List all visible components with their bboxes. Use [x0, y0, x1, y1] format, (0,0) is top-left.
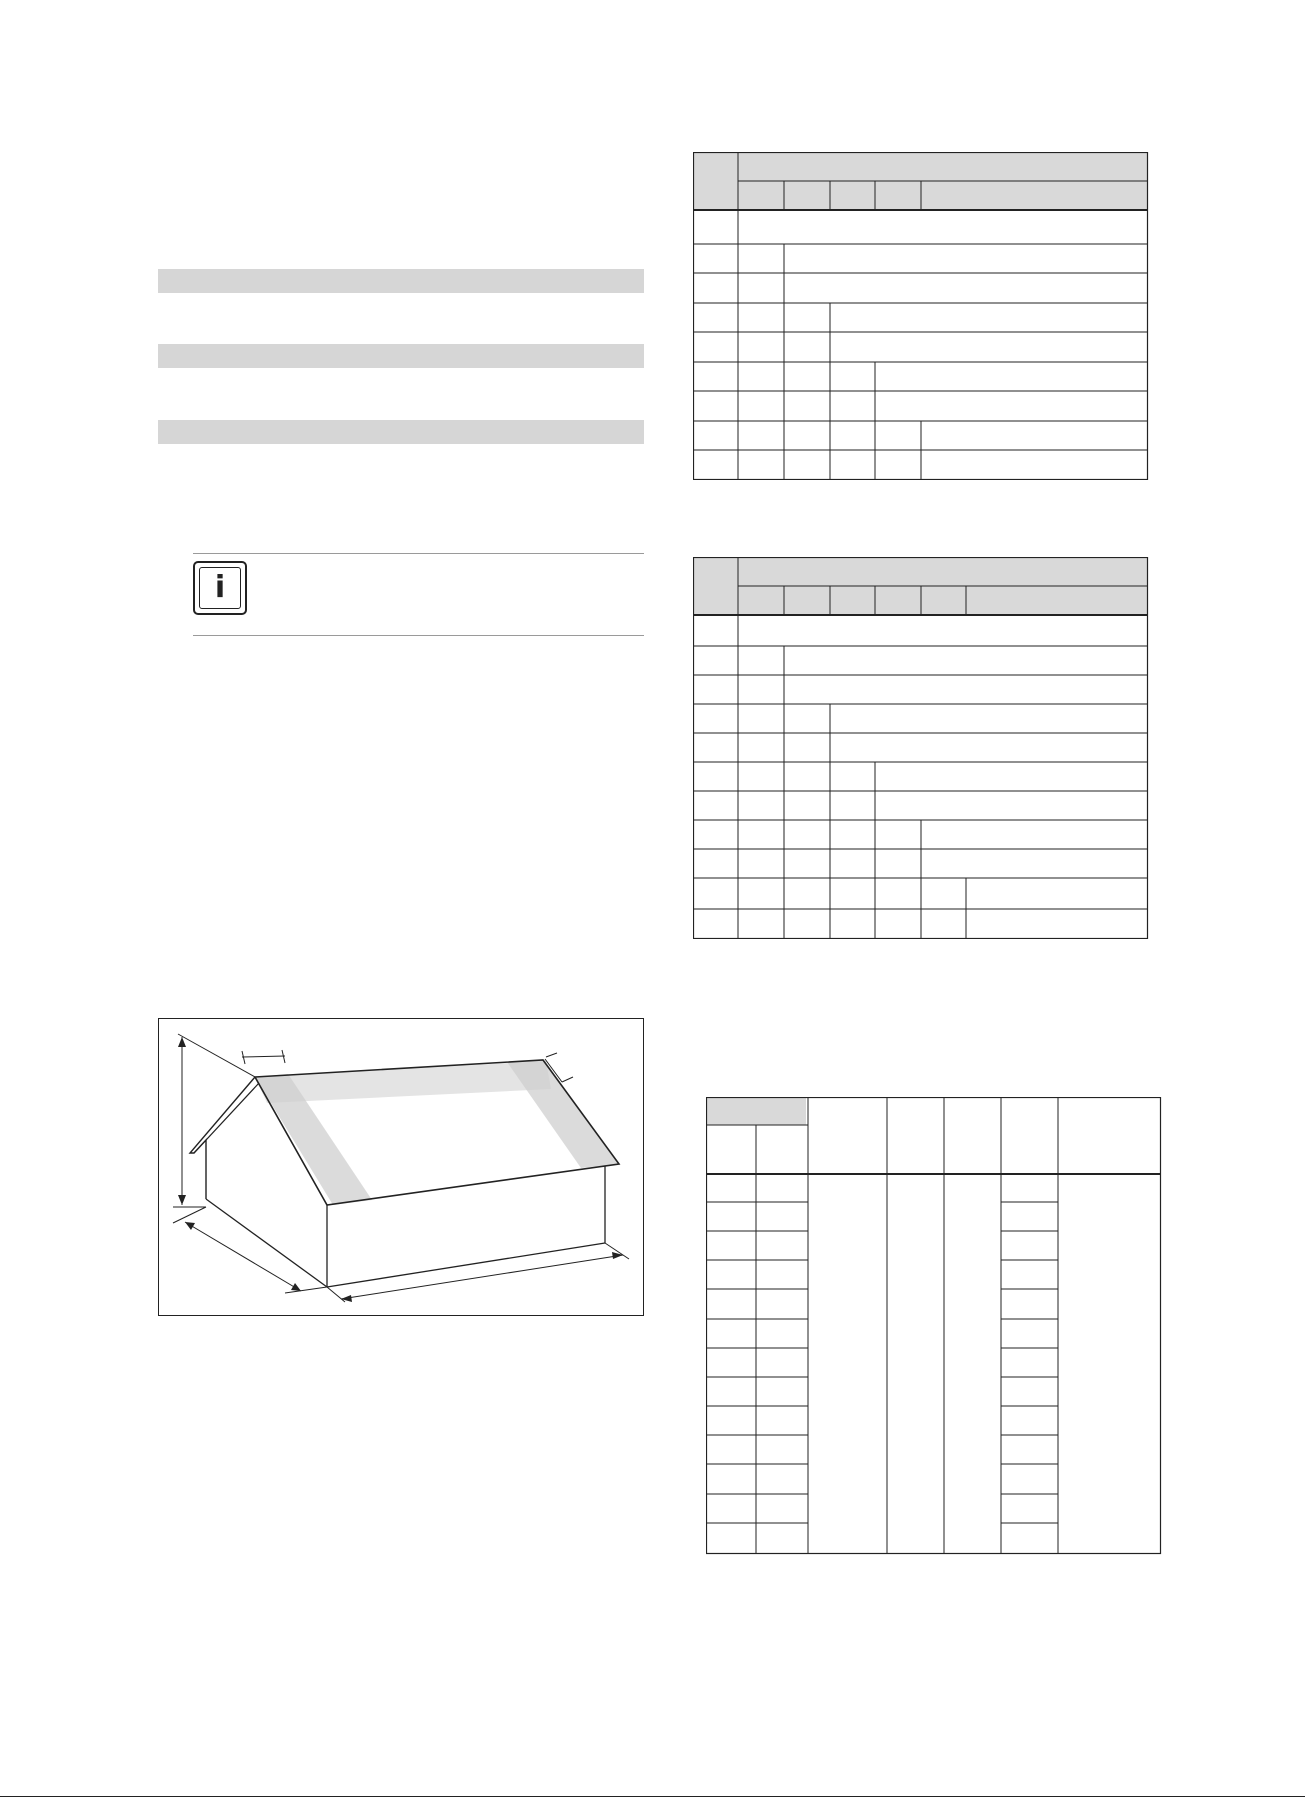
roof-band-right — [507, 1060, 619, 1168]
house-roof-diagram-icon — [159, 1019, 642, 1314]
table-c — [706, 1097, 1162, 1555]
section-bar-1 — [158, 269, 644, 293]
table-a — [693, 152, 1149, 480]
page-bottom-rule — [0, 1796, 1305, 1797]
note-bottom-rule — [193, 635, 644, 636]
table-c-header-fill — [706, 1097, 806, 1125]
gable-outline — [190, 1077, 255, 1199]
note-top-rule — [193, 553, 644, 554]
section-bar-2 — [158, 344, 644, 368]
table-b — [693, 557, 1149, 939]
info-icon — [193, 561, 247, 615]
roof-figure — [158, 1018, 644, 1316]
info-glyph: i — [199, 567, 241, 609]
section-bar-3 — [158, 420, 644, 444]
table-c-outline — [707, 1098, 1161, 1554]
